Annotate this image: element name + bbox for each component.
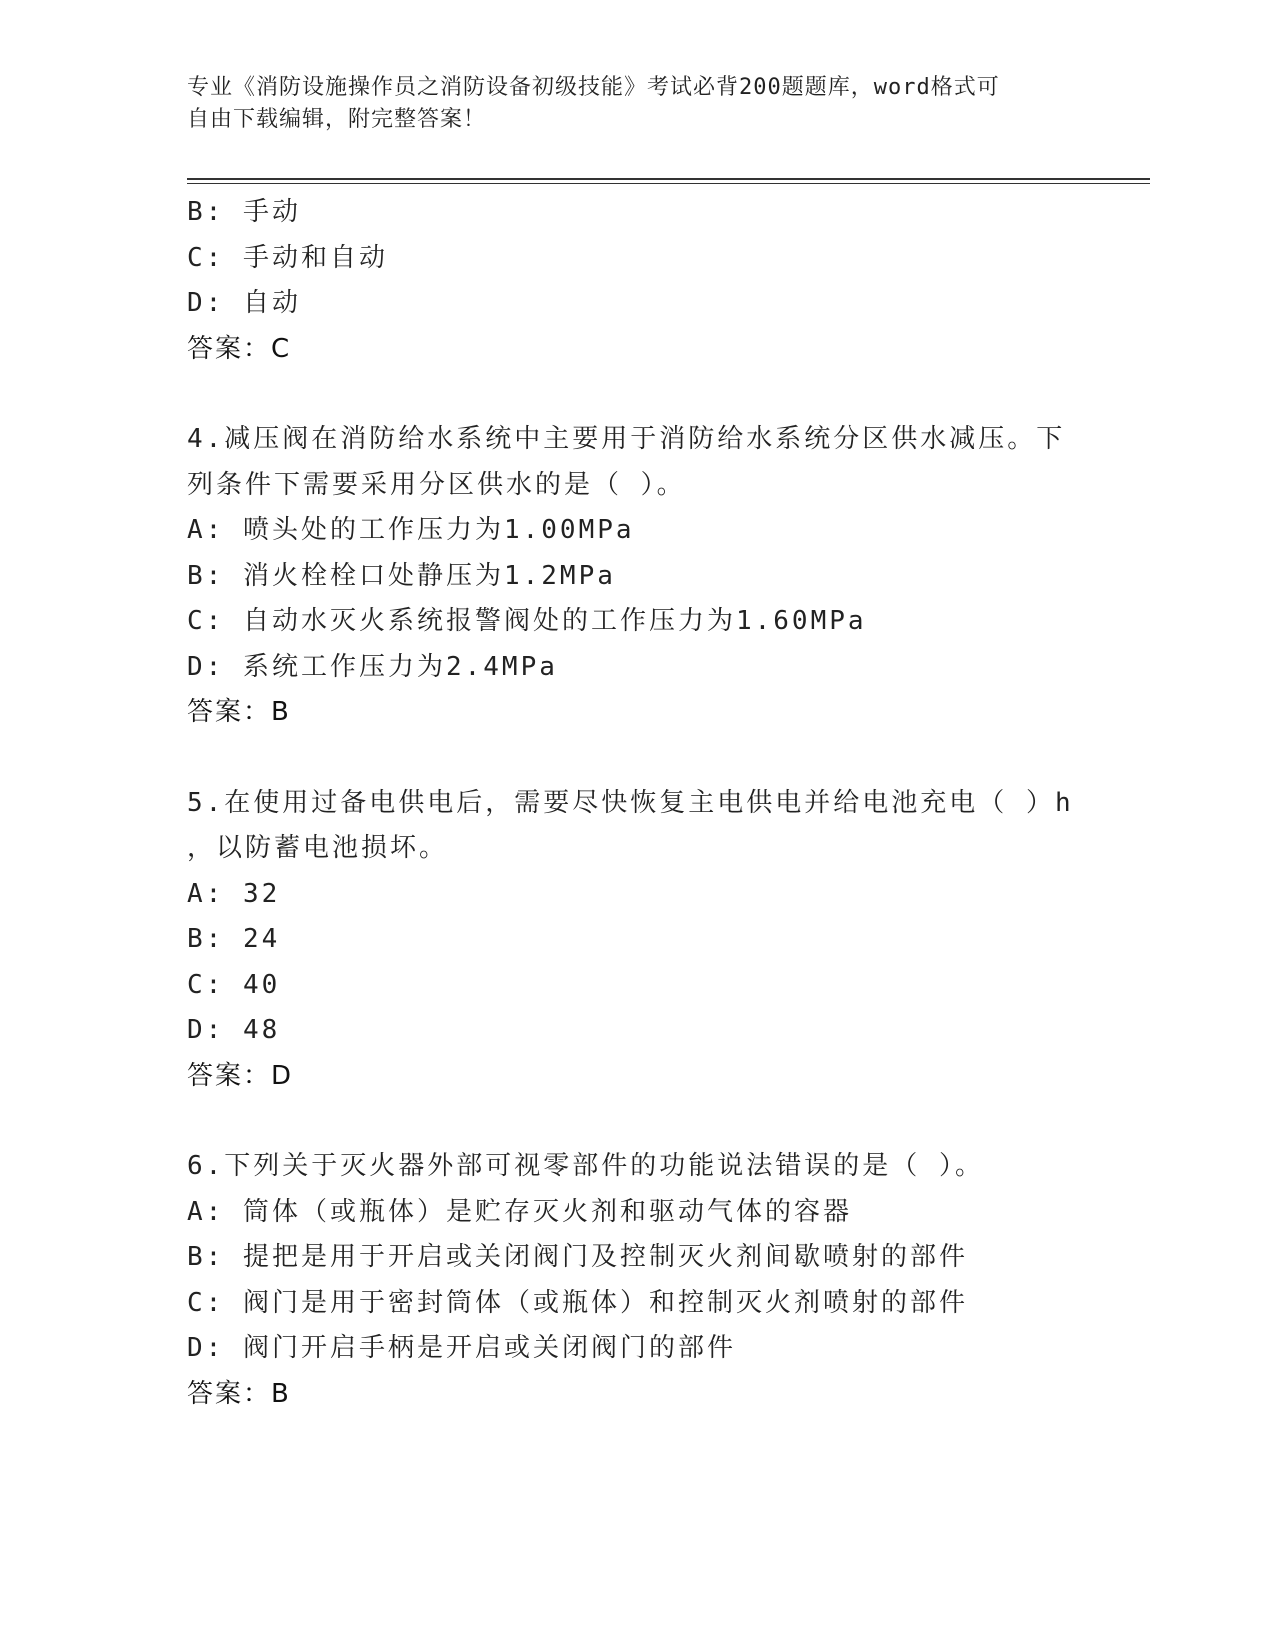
option-b: B: 提把是用于开启或关闭阀门及控制灭火剂间歇喷射的部件: [187, 1242, 968, 1272]
option-d: D: 自动: [187, 288, 301, 318]
option-b: B: 24: [187, 924, 281, 954]
option-d: D: 系统工作压力为2.4MPa: [187, 651, 558, 682]
question-stem: [187, 1144, 1087, 1190]
header-divider: [187, 178, 1150, 184]
stem-line: ，以防蓄电池损坏。: [187, 833, 449, 863]
question-4: [187, 417, 1087, 736]
stem-line: 6.下列关于灭火器外部可视零部件的功能说法错误的是（ ）。: [187, 1151, 984, 1181]
question-stem: [187, 781, 1087, 872]
option-a: A: 喷头处的工作压力为1.00MPa: [187, 515, 635, 545]
answer: 答案：B: [187, 697, 291, 727]
question-5: [187, 781, 1087, 1100]
header-line-1: 专业《消防设施操作员之消防设备初级技能》考试必背200题题库，word格式可: [187, 75, 1000, 100]
option-d: D: 阀门开启手柄是开启或关闭阀门的部件: [187, 1333, 736, 1363]
option-a: A: 筒体（或瓶体）是贮存灭火剂和驱动气体的容器: [187, 1196, 852, 1227]
option-a: A: 32: [187, 878, 281, 909]
answer: 答案：B: [187, 1378, 291, 1409]
option-c: C: 40: [187, 969, 281, 1000]
question-3-continued: [187, 190, 1087, 372]
stem-line: 4.减压阀在消防给水系统中主要用于消防给水系统分区供水减压。下: [187, 424, 1066, 454]
option-b: B: 消火栓栓口处静压为1.2MPa: [187, 560, 616, 591]
answer: 答案：C: [187, 333, 292, 364]
page-header: [187, 72, 1067, 136]
stem-line: 5.在使用过备电供电后，需要尽快恢复主电供电并给电池充电（ ）h: [187, 787, 1074, 818]
header-line-2: 自由下载编辑，附完整答案！: [187, 107, 487, 132]
stem-line: 列条件下需要采用分区供水的是（ ）。: [187, 469, 686, 500]
answer: 答案：D: [187, 1060, 294, 1091]
option-c: C: 手动和自动: [187, 242, 388, 273]
question-stem: [187, 417, 1087, 508]
option-b: B: 手动: [187, 197, 301, 227]
document-body: [187, 190, 1087, 1417]
option-c: C: 阀门是用于密封筒体（或瓶体）和控制灭火剂喷射的部件: [187, 1287, 968, 1318]
option-c: C: 自动水灭火系统报警阀处的工作压力为1.60MPa: [187, 606, 867, 636]
question-6: [187, 1144, 1087, 1417]
option-d: D: 48: [187, 1015, 281, 1045]
